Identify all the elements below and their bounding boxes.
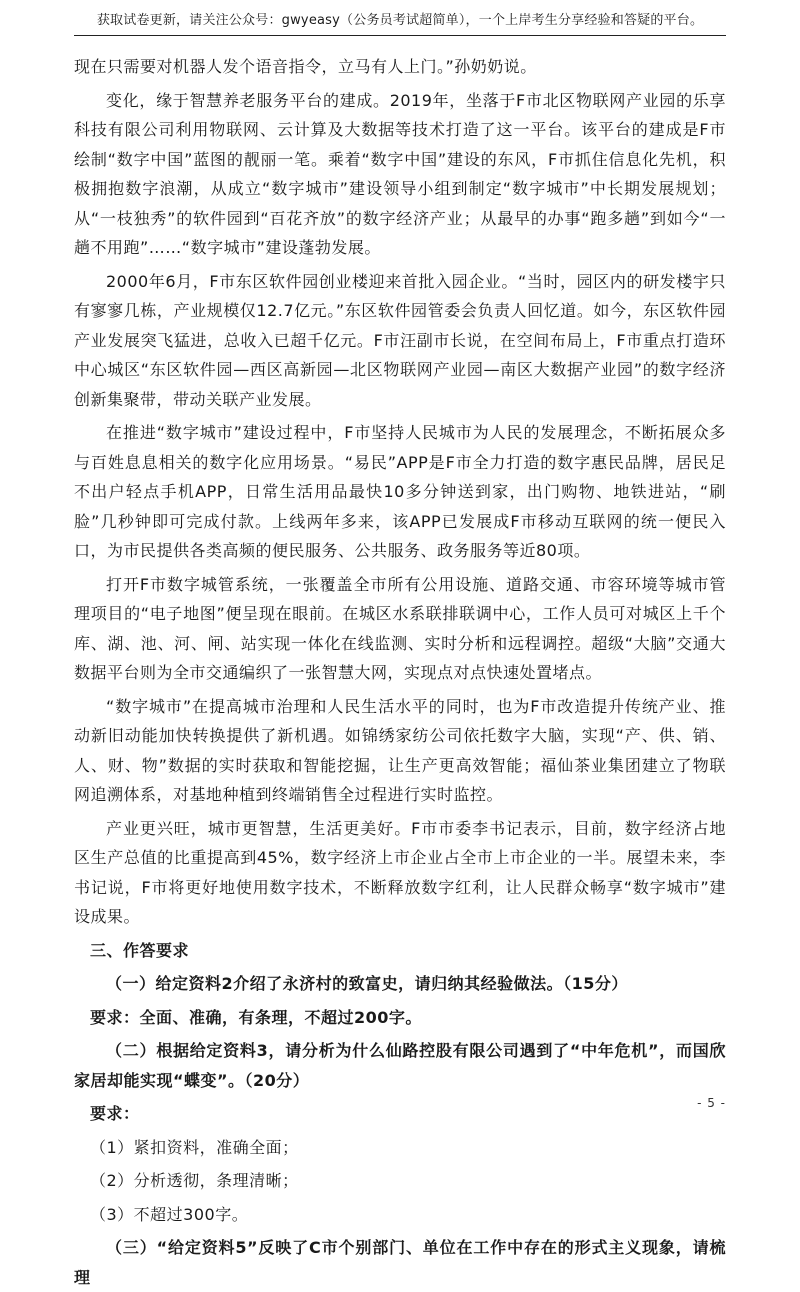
question-2-title: （二）根据给定资料3，请分析为什么仙路控股有限公司遇到了“中年危机”，而国欣家居却能实现“蝶变”。（20分） bbox=[74, 1041, 726, 1090]
paragraph-0: 现在只需要对机器人发个语音指令，立马有人上门。”孙奶奶说。 bbox=[74, 57, 537, 76]
paragraph-1: 变化，缘于智慧养老服务平台的建成。2019年，坐落于F市北区物联网产业园的乐享科技有限公司利用物联网、云计算及大数据等技术打造了这一平台。该平台的建成是F市绘制“数字中国”蓝图的靓丽一笔。乘着“数字中国”建设的东风，F市抓住信息化先机，积极拥抱数字浪潮，从成立“数字城市”建设领导小组到制定“数字城市”中长期发展规划；从“一枝独秀”的软件园到“百花齐放”的数字经济产业；从最早的办事“跑多趟”到如今“一趟不用跑”……“数字城市”建设蓬勃发展。 bbox=[74, 90, 726, 257]
paragraph-4: 打开F市数字城管系统，一张覆盖全市所有公用设施、道路交通、市容环境等城市管理项目的“电子地图”便呈现在眼前。在城区水系联排联调中心，工作人员可对城区上千个库、湖、池、河、闸、站实现一体化在线监测、实时分析和远程调控。超级“大脑”交通大数据平台则为全市交通编织了一张智慧大网，实现点对点快速处置堵点。 bbox=[74, 574, 726, 682]
question-1-title: （一）给定资料2介绍了永济村的致富史，请归纳其经验做法。（15分） bbox=[106, 974, 628, 993]
header-divider bbox=[74, 35, 726, 36]
page-number: - 5 - bbox=[697, 1096, 726, 1110]
question-1-requirement: 要求：全面、准确，有条理，不超过200字。 bbox=[90, 1007, 422, 1027]
document-body bbox=[74, 52, 726, 1292]
question-2-item-3: （3）不超过300字。 bbox=[90, 1204, 249, 1224]
paragraph-5: “数字城市”在提高城市治理和人民生活水平的同时，也为F市改造提升传统产业、推动新旧动能加快转换提供了新机遇。如锦绣家纺公司依托数字大脑，实现“产、供、销、人、财、物”数据的实时获取和智能挖掘，让生产更高效智能；福仙茶业集团建立了物联网追溯体系，对基地种植到终端销售全过程进行实时监控。 bbox=[74, 696, 726, 804]
question-2-item-1: （1）紧扣资料，准确全面； bbox=[90, 1137, 299, 1157]
section-title: 三、作答要求 bbox=[90, 940, 190, 960]
paragraph-2: 2000年6月，F市东区软件园创业楼迎来首批入园企业。“当时，园区内的研发楼宇只有寥寥几栋，产业规模仅12.7亿元。”东区软件园管委会负责人回忆道。如今，东区软件园产业发展突飞猛进，总收入已超千亿元。F市汪副市长说，在空间布局上，F市重点打造环中心城区“东区软件园—西区高新园—北区物联网产业园—南区大数据产业园”的数字经济创新集聚带，带动关联产业发展。 bbox=[74, 271, 726, 409]
paragraph-3: 在推进“数字城市”建设过程中，F市坚持人民城市为人民的发展理念，不断拓展众多与百姓息息相关的数字化应用场景。“易民”APP是F市全力打造的数字惠民品牌，居民足不出户轻点手机APP，日常生活用品最快10多分钟送到家，出门购物、地铁进站，“刷脸”几秒钟即可完成付款。上线两年多来，该APP已发展成F市移动互联网的统一便民入口，为市民提供各类高频的便民服务、公共服务、政务服务等近80项。 bbox=[74, 423, 726, 560]
question-3-title: （三）“给定资料5”反映了C市个别部门、单位在工作中存在的形式主义现象，请梳理 bbox=[74, 1238, 726, 1287]
question-2-requirement-label: 要求： bbox=[90, 1104, 140, 1123]
question-2-item-2: （2）分析透彻，条理清晰； bbox=[90, 1171, 299, 1190]
page-header: 获取试卷更新，请关注公众号：gwyeasy（公务员考试超简单），一个上岸考生分享经验和答疑的平台。 bbox=[96, 13, 704, 28]
paragraph-6: 产业更兴旺，城市更智慧，生活更美好。F市市委李书记表示，目前，数字经济占地区生产总值的比重提高到45%，数字经济上市企业占全市上市企业的一半。展望未来，李书记说，F市将更好地使用数字技术，不断释放数字红利，让人民群众畅享“数字城市”建设成果。 bbox=[74, 818, 726, 926]
